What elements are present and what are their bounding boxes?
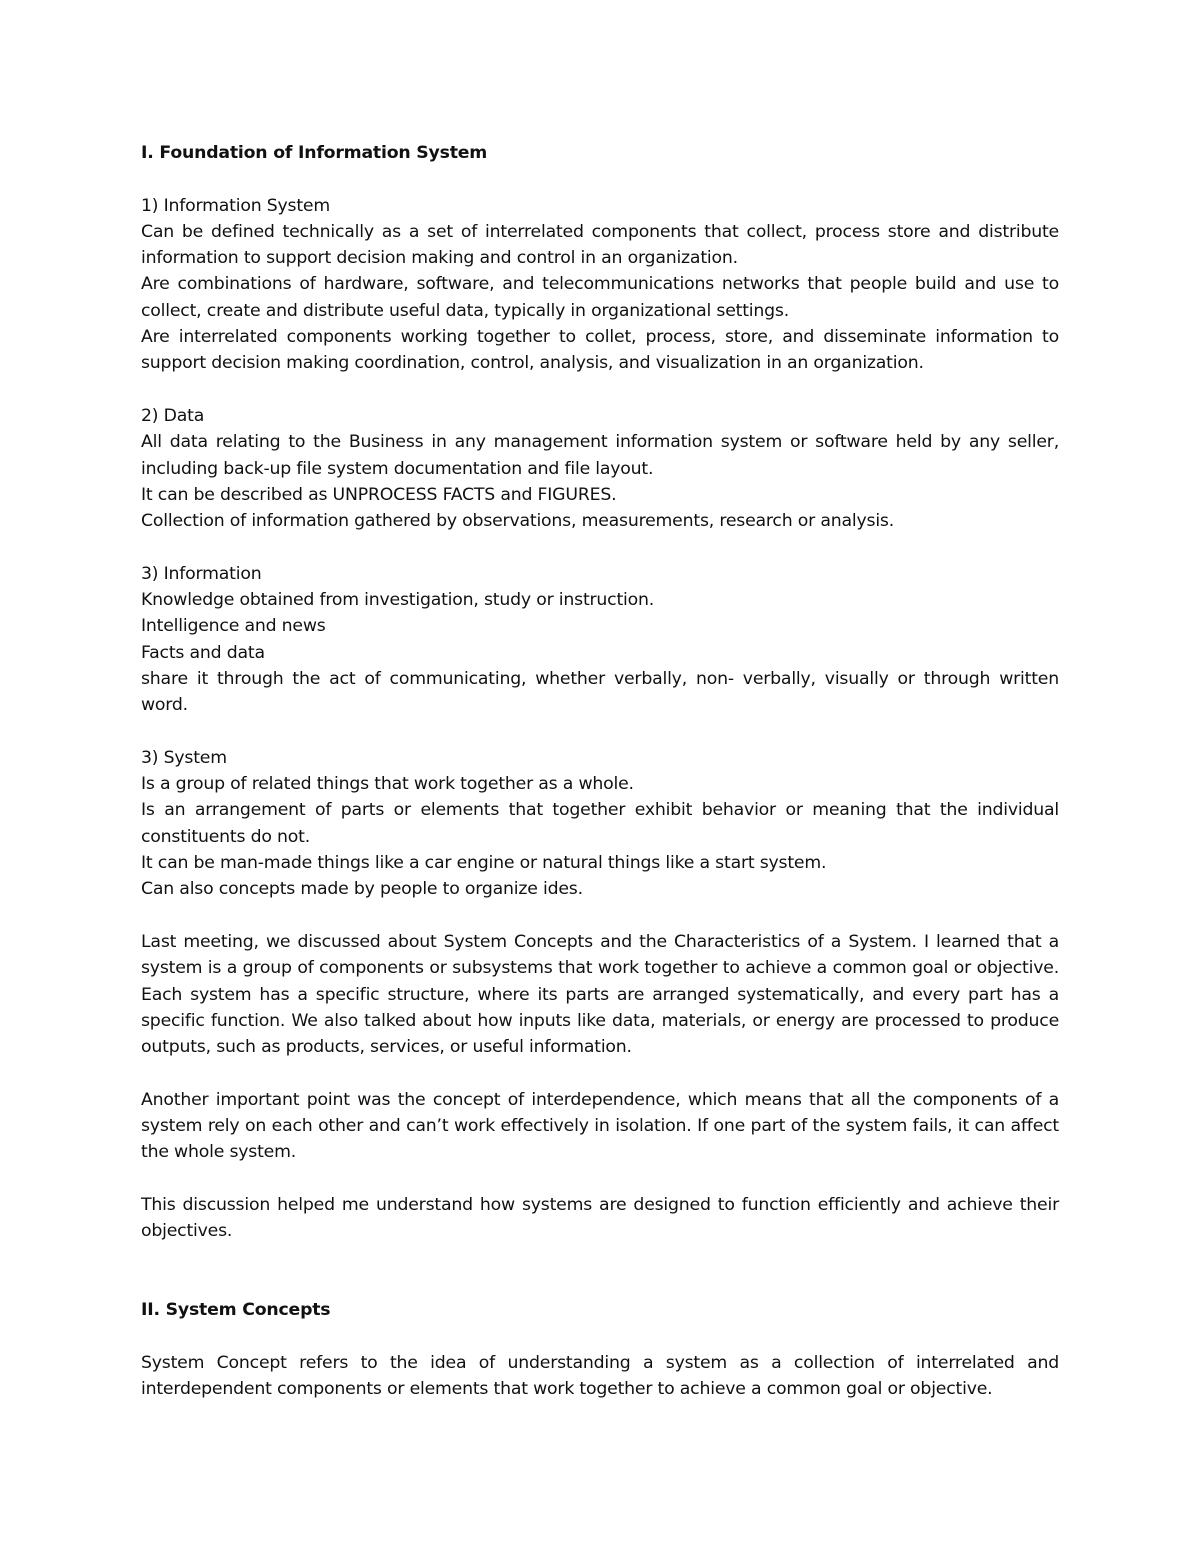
information-system-definition-2: Are combinations of hardware, software, and telecommunications networks that people build and use to collect, create and distribute useful data, typically in organizational settings. (141, 274, 1059, 321)
system-definition-3: It can be man-made things like a car engine or natural things like a start system. (141, 853, 827, 874)
data-title: 2) Data (141, 405, 205, 426)
information-definition-4: share it through the act of communicating, whether verbally, non- verbally, visually or through written word. (141, 668, 1059, 716)
information-system-title: 1) Information System (141, 195, 330, 216)
reflection-paragraph-2: Another important point was the concept of interdependence, which means that all the components of a system rely on each other and can’t work effectively in isolation. If one part of the system fails, it can affect the whole system. (141, 1089, 1059, 1163)
data-definition-3: Collection of information gathered by observations, measurements, research or analysis. (141, 511, 895, 532)
information-system-definition-1: Can be defined technically as a set of interrelated components that collect, process store and distribute information to support decision making and control in an organization. (141, 221, 1059, 269)
information-system-section (141, 193, 1059, 377)
information-definition-3: Facts and data (141, 642, 265, 663)
information-definition-2: Intelligence and news (141, 616, 326, 637)
document-page (141, 140, 1059, 1402)
system-definition-2: Is an arrangement of parts or elements that together exhibit behavior or meaning that the individual constituents do not. (141, 800, 1059, 847)
system-definition-1: Is a group of related things that work together as a whole. (141, 774, 634, 795)
data-definition-2: It can be described as UNPROCESS FACTS and FIGURES. (141, 484, 617, 505)
system-title: 3) System (141, 747, 227, 768)
section-1-heading: I. Foundation of Information System (141, 143, 488, 163)
section-2-heading: II. System Concepts (141, 1300, 331, 1321)
system-concept-paragraph: System Concept refers to the idea of understanding a system as a collection of interrelated and interdependent components or elements that work together to achieve a common goal or objective. (141, 1352, 1059, 1399)
data-section (141, 403, 1059, 534)
information-section (141, 561, 1059, 719)
information-definition-1: Knowledge obtained from investigation, study or instruction. (141, 590, 655, 611)
system-section (141, 745, 1059, 903)
reflection-paragraph-3: This discussion helped me understand how systems are designed to function efficiently and achieve their objectives. (141, 1194, 1059, 1242)
reflection-paragraph-1: Last meeting, we discussed about System Concepts and the Characteristics of a System. I learned that a system is a group of components or subsystems that work together to achieve a common goal or objective. Each system has a specific structure, where its parts are arranged systematically, and every part has a specific function. We also talked about how inputs like data, materials, or energy are processed to produce outputs, such as products, services, or useful information. (141, 931, 1059, 1058)
system-definition-4: Can also concepts made by people to organize ides. (141, 879, 583, 900)
information-system-definition-3: Are interrelated components working together to collet, process, store, and disseminate information to support decision making coordination, control, analysis, and visualization in an organization. (141, 327, 1059, 374)
information-title: 3) Information (141, 563, 262, 584)
data-definition-1: All data relating to the Business in any management information system or software held by any seller, including back-up file system documentation and file layout. (141, 432, 1059, 479)
